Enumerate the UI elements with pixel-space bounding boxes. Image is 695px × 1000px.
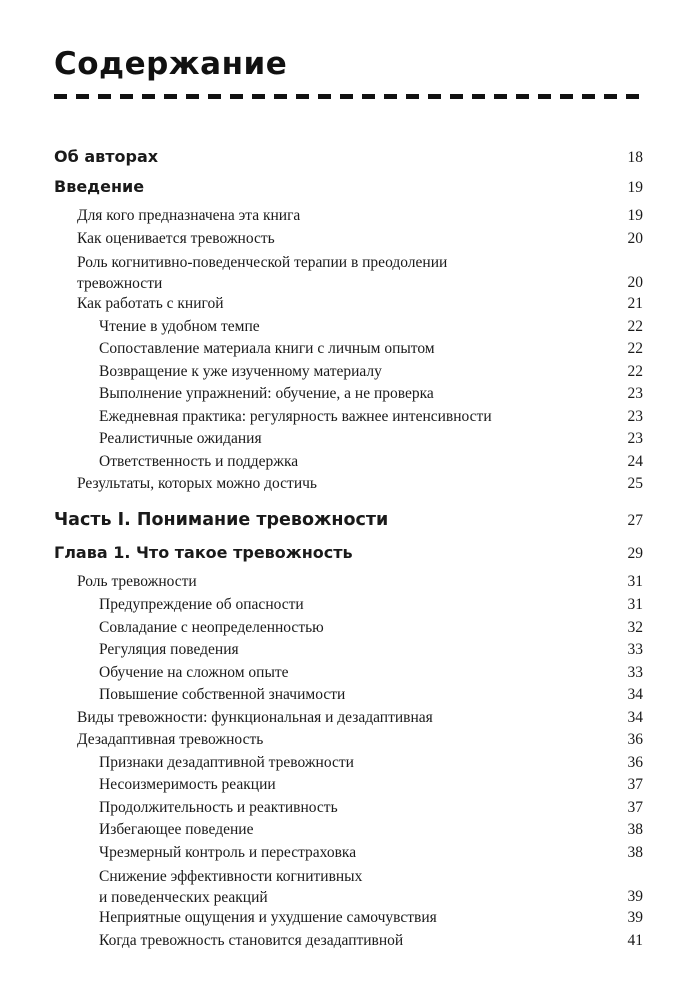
title-dashed-rule	[54, 94, 644, 99]
toc-entry-page-number: 41	[627, 932, 643, 949]
toc-entry-page-number: 37	[627, 776, 643, 793]
toc-entry-page-number: 18	[627, 149, 643, 166]
page-title: Содержание	[54, 46, 288, 82]
toc-entry-title: Когда тревожность становится дезадаптивной	[99, 932, 404, 949]
toc-entry-title: Об авторах	[54, 147, 159, 166]
toc-entry-title-line: Снижение эффективности когнитивных	[99, 868, 363, 885]
toc-entry-title: Чрезмерный контроль и перестраховка	[99, 844, 357, 861]
toc-entry-title: Как оценивается тревожность	[77, 230, 275, 247]
toc-entry-title	[99, 866, 599, 908]
toc-entry-page-number: 37	[627, 799, 643, 816]
toc-entry-title: Ответственность и поддержка	[99, 453, 299, 470]
toc-entry-page-number: 29	[627, 545, 643, 562]
toc-entry-title: Обучение на сложном опыте	[99, 664, 289, 681]
toc-entry-page-number: 20	[627, 230, 643, 247]
toc-entry-title: Роль тревожности	[77, 573, 197, 590]
toc-entry-page-number: 22	[627, 363, 643, 380]
toc-entry-page-number: 25	[627, 475, 643, 492]
toc-entry-page-number: 19	[627, 179, 643, 196]
toc-entry-title: Реалистичные ожидания	[99, 430, 262, 447]
toc-entry-page-number: 24	[627, 453, 643, 470]
toc-entry-title: Выполнение упражнений: обучение, а не проверка	[99, 385, 434, 402]
toc-entry-page-number: 38	[627, 844, 643, 861]
toc-entry-title-line: и поведенческих реакций	[99, 889, 268, 906]
toc-entry-title: Глава 1. Что такое тревожность	[54, 543, 353, 562]
toc-entry-title: Виды тревожности: функциональная и дезадаптивная	[77, 709, 433, 726]
toc-entry-title: Неприятные ощущения и ухудшение самочувствия	[99, 909, 437, 926]
toc-entry-title: Несоизмеримость реакции	[99, 776, 276, 793]
toc-entry-title: Для кого предназначена эта книга	[77, 207, 301, 224]
toc-entry-title: Как работать с книгой	[77, 295, 224, 312]
toc-entry-page-number: 33	[627, 664, 643, 681]
toc-entry-title: Часть I. Понимание тревожности	[54, 510, 389, 530]
toc-entry-title: Признаки дезадаптивной тревожности	[99, 754, 354, 771]
toc-entry-page-number: 22	[627, 318, 643, 335]
toc-entry-title	[77, 252, 577, 294]
toc-entry-title: Избегающее поведение	[99, 821, 254, 838]
toc-entry-page-number: 23	[627, 430, 643, 447]
toc-entry-title-line: Роль когнитивно-поведенческой терапии в преодолении	[77, 254, 448, 271]
toc-entry-title: Продолжительность и реактивность	[99, 799, 338, 816]
toc-entry-page-number: 32	[627, 619, 643, 636]
toc-entry-title: Сопоставление материала книги с личным опытом	[99, 340, 435, 357]
toc-entry-page-number: 21	[627, 295, 643, 312]
toc-entry-page-number: 34	[627, 686, 643, 703]
toc-entry-title-line: тревожности	[77, 275, 163, 292]
toc-entry-page-number: 22	[627, 340, 643, 357]
toc-entry-page-number: 39	[627, 888, 643, 905]
toc-entry-title: Возвращение к уже изученному материалу	[99, 363, 382, 380]
toc-entry-page-number: 36	[627, 731, 643, 748]
toc-entry-title: Дезадаптивная тревожность	[77, 731, 264, 748]
toc-entry-title: Результаты, которых можно достичь	[77, 475, 317, 492]
toc-entry-title: Ежедневная практика: регулярность важнее интенсивности	[99, 408, 492, 425]
toc-entry-page-number: 39	[627, 909, 643, 926]
toc-entry-title: Совладание с неопределенностью	[99, 619, 324, 636]
toc-entry-title: Предупреждение об опасности	[99, 596, 304, 613]
toc-entry-page-number: 23	[627, 408, 643, 425]
toc-entry-page-number: 20	[627, 274, 643, 291]
toc-entry-page-number: 38	[627, 821, 643, 838]
toc-entry-title: Повышение собственной значимости	[99, 686, 346, 703]
toc-entry-page-number: 33	[627, 641, 643, 658]
toc-entry-title: Регуляция поведения	[99, 641, 239, 658]
toc-entry-page-number: 27	[627, 512, 643, 529]
toc-entry-title: Чтение в удобном темпе	[99, 318, 260, 335]
toc-entry-page-number: 31	[627, 573, 643, 590]
toc-entry-title: Введение	[54, 177, 145, 196]
toc-entry-page-number: 34	[627, 709, 643, 726]
toc-entry-page-number: 36	[627, 754, 643, 771]
toc-entry-page-number: 19	[627, 207, 643, 224]
toc-entry-page-number: 23	[627, 385, 643, 402]
toc-entry-page-number: 31	[627, 596, 643, 613]
